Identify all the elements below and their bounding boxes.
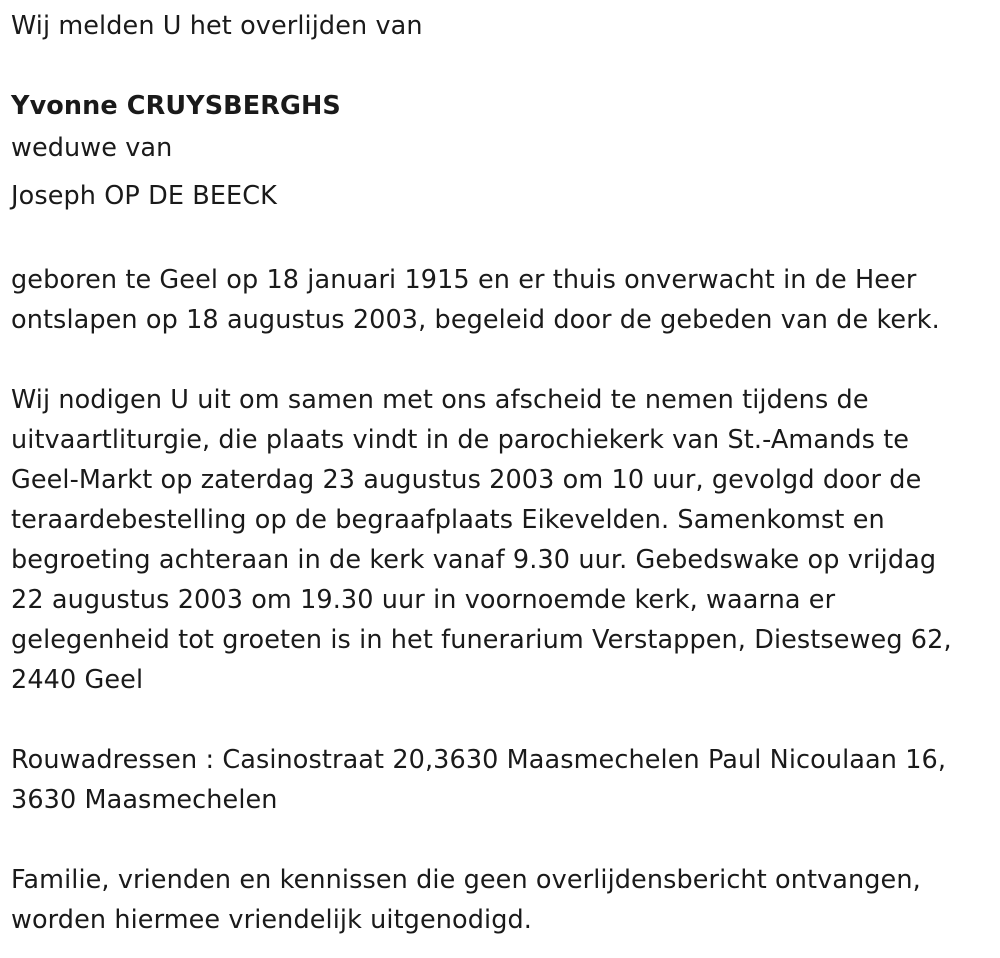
addresses-paragraph [11,740,1000,820]
intro-text: Wij melden U het overlijden van [11,11,423,41]
paragraph-line: 2440 Geel [11,665,144,695]
paragraph-line: worden hiermee vriendelijk uitgenodigd. [11,905,532,935]
spouse-name: Joseph OP DE BEECK [11,181,278,211]
paragraph-line: Familie, vrienden en kennissen die geen overlijdensbericht ontvangen, [11,865,921,895]
relation-text: weduwe van [11,133,173,163]
paragraph-line: geboren te Geel op 18 januari 1915 en er thuis onverwacht in de Heer [11,265,917,295]
paragraph-line: teraardebestelling op de begraafplaats Eikevelden. Samenkomst en [11,505,885,535]
paragraph-line: 22 augustus 2003 om 19.30 uur in voornoemde kerk, waarna er [11,585,836,615]
birth-death-paragraph [11,260,1000,340]
paragraph-line: 3630 Maasmechelen [11,785,278,815]
deceased-name: Yvonne CRUYSBERGHS [11,91,341,121]
paragraph-line: uitvaartliturgie, die plaats vindt in de parochiekerk van St.-Amands te [11,425,910,455]
paragraph-line: Geel-Markt op zaterdag 23 augustus 2003 om 10 uur, gevolgd door de [11,465,922,495]
paragraph-line: ontslapen op 18 augustus 2003, begeleid door de gebeden van de kerk. [11,305,940,335]
paragraph-line: Rouwadressen : Casinostraat 20,3630 Maasmechelen Paul Nicoulaan 16, [11,745,947,775]
paragraph-line: Wij nodigen U uit om samen met ons afscheid te nemen tijdens de [11,385,869,415]
closing-paragraph [11,860,1000,940]
paragraph-line: begroeting achteraan in de kerk vanaf 9.30 uur. Gebedswake op vrijdag [11,545,937,575]
paragraph-line: gelegenheid tot groeten is in het funerarium Verstappen, Diestseweg 62, [11,625,952,655]
invitation-paragraph [11,380,1000,700]
